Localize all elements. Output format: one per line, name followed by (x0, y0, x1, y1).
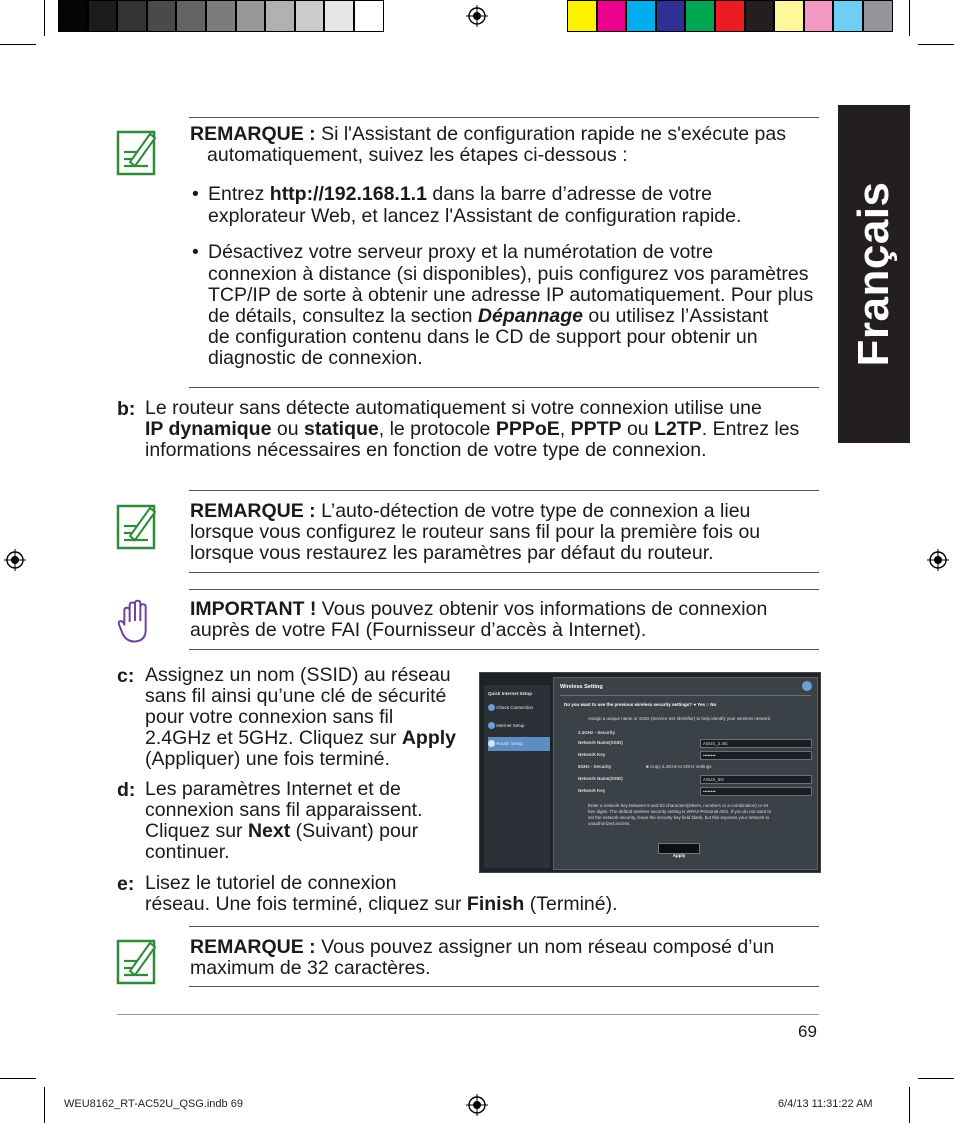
ssid-label-5: Network Name(SSID) (578, 776, 623, 781)
copy-checkbox[interactable]: ■ Copy 2.4GHz to 5GHz settings (646, 764, 712, 769)
gray-swatch (176, 0, 206, 32)
step-c-line2: sans fil ainsi qu’une clé de sécurité (145, 685, 447, 707)
print-footer-right: 6/4/13 11:31:22 AM (778, 1098, 873, 1110)
ssid-input-24[interactable] (700, 739, 812, 748)
key-input-24[interactable] (700, 751, 812, 760)
note2-line2: lorsque vous configurez le routeur sans fil pour la première fois ou (190, 521, 761, 543)
key-value-5: •••••••• (703, 789, 716, 794)
color-swatch (863, 0, 893, 32)
bullet-dot: • (192, 183, 199, 205)
color-swatch (656, 0, 686, 32)
bullet1-pre: Entrez (208, 183, 270, 205)
wireless-setting-panel (553, 677, 818, 870)
text: . Entrez les (701, 418, 800, 440)
text: , (559, 418, 571, 440)
color-swatch (685, 0, 715, 32)
menu-item-label: Check Connection (496, 705, 534, 710)
ssid-value-24: ASUS_2.4G (703, 741, 728, 746)
text: (Suivant) pour (290, 820, 419, 842)
step-d-line3 (145, 821, 418, 842)
crop-mark (0, 44, 36, 45)
gray-swatch (265, 0, 295, 32)
menu-item-label: Internet Setup (496, 723, 525, 728)
pppoe: PPPoE (495, 418, 560, 440)
note2-text: L’auto-détection de votre type de connexion a lieu (315, 500, 751, 522)
section-24ghz: 2.4GHz - Security (578, 730, 616, 735)
step-b-line2 (145, 419, 799, 440)
globe-icon (488, 722, 495, 729)
ssid-input-5[interactable] (700, 775, 812, 784)
gray-swatch (206, 0, 236, 32)
color-swatch (804, 0, 834, 32)
crop-mark (909, 1087, 910, 1123)
note1-bullet1 (208, 184, 712, 205)
yes-radio[interactable]: ● Yes (693, 702, 705, 707)
l2tp: L2TP (654, 418, 702, 440)
registration-mark-icon (4, 549, 26, 571)
panel-title: Wireless Setting (560, 684, 603, 690)
text: réseau. Une fois terminé, cliquez sur (145, 893, 467, 915)
gray-swatch (354, 0, 384, 32)
text: Cliquez sur (145, 820, 248, 842)
note3-text: Vous pouvez assigner un nom réseau composé d’un (315, 936, 775, 958)
gray-swatch (88, 0, 118, 32)
note-pencil-icon (116, 502, 156, 550)
pptp: PPTP (570, 418, 622, 440)
key-help-line3: set the network security, leave the security key field blank, but this exposes your network to (588, 815, 770, 820)
step-b-line3: informations nécessaires en fonction de votre type de connexion. (145, 439, 707, 461)
key-help-line1: Enter a network key between 8 and 63 characters(letters, numbers or a combination) or 64 (588, 803, 769, 808)
step-d-label: d: (117, 779, 136, 801)
crop-mark (918, 1078, 954, 1079)
text: 2.4GHz et 5GHz. Cliquez sur (145, 727, 402, 749)
divider (189, 490, 819, 491)
divider (189, 387, 819, 388)
hint: Assign a unique name or SSID (Service Set Identifier) to help identify your wireless network. (588, 716, 772, 721)
section-5ghz: 5GHz - Security (578, 764, 612, 769)
note1-bullet2-line6: diagnostic de connexion. (208, 347, 423, 369)
no-label: No (710, 702, 717, 707)
color-swatch (774, 0, 804, 32)
step-d-line1: Les paramètres Internet et de (145, 778, 401, 800)
text: (Terminé). (524, 893, 618, 915)
step-c-line3: pour votre connexion sans fil (145, 706, 394, 728)
step-b-label: b: (117, 398, 136, 420)
divider (189, 986, 819, 987)
note1-line1 (190, 124, 786, 145)
text: , le protocole (378, 418, 496, 440)
gray-swatch (147, 0, 177, 32)
menu-item-router-setup[interactable] (488, 737, 550, 751)
color-swatch (715, 0, 745, 32)
router-url: http://192.168.1.1 (269, 183, 427, 205)
divider (189, 572, 819, 573)
bullet2-post: ou utilisez l’Assistant (583, 305, 769, 327)
ssid-value-5: ASUS_5G (703, 777, 724, 782)
divider (189, 589, 819, 590)
note2-line1 (190, 501, 750, 522)
important-lead: IMPORTANT ! (190, 598, 317, 620)
key-help-line2: hex digits. The default wireless security setting is WPA2-Personal AES. If you do not want to (588, 809, 772, 814)
question-text: Do you want to use the previous wireless security settings? (564, 702, 693, 707)
important-text: Vous pouvez obtenir vos informations de connexion (316, 598, 768, 620)
note1-bullet2-line3: TCP/IP de sorte à obtenir une adresse IP automatiquement. Pour plus (208, 284, 814, 306)
note1-line2: automatiquement, suivez les étapes ci-dessous : (207, 144, 628, 166)
finish-ref: Finish (466, 893, 525, 915)
note1-text: Si l'Assistant de configuration rapide ne s'exécute pas (315, 123, 786, 145)
key-label-24: Network Key (578, 752, 606, 757)
router-setup-screenshot (479, 672, 821, 873)
note1-lead: REMARQUE : (190, 123, 316, 145)
note1-bullet2-line1: Désactivez votre serveur proxy et la numérotation de votre (208, 241, 714, 263)
static: statique (303, 418, 379, 440)
key-label-5: Network Key (578, 788, 606, 793)
crop-mark (44, 1087, 45, 1123)
troubleshooting-ref: Dépannage (477, 305, 584, 327)
note1-bullet1-line2: explorateur Web, et lancez l'Assistant de configuration rapide. (208, 205, 742, 227)
note1-bullet2-line5: de configuration contenu dans le CD de support pour obtenir un (208, 326, 758, 348)
registration-mark-icon (466, 5, 488, 27)
color-swatch (597, 0, 627, 32)
apply-button[interactable] (658, 843, 700, 858)
gray-swatch (295, 0, 325, 32)
menu-item-internet-setup[interactable] (488, 719, 550, 733)
step-c-line5: (Appliquer) une fois terminé. (145, 748, 390, 770)
key-input-5[interactable] (700, 787, 812, 796)
step-d-line2: connexion sans fil apparaissent. (145, 799, 423, 821)
color-swatch (567, 0, 597, 32)
color-swatch (745, 0, 775, 32)
color-swatch (833, 0, 863, 32)
check-icon (488, 704, 495, 711)
ssid-label-24: Network Name(SSID) (578, 740, 623, 745)
step-c-label: c: (117, 665, 135, 687)
crop-mark (909, 0, 910, 36)
menu-item-label: Router Setup (496, 741, 523, 746)
side-tab-label: Français (849, 181, 898, 367)
router-icon (488, 740, 495, 747)
gray-swatch (58, 0, 88, 32)
menu-title: Quick Internet Setup (488, 691, 533, 696)
quick-setup-menu (484, 685, 550, 868)
note-pencil-icon (116, 937, 156, 985)
note1-bullet2-line2: connexion à distance (si disponibles), puis configurez vos paramètres (208, 263, 809, 285)
yes-label: Yes (697, 702, 705, 707)
step-e-line2 (145, 894, 618, 915)
note2-line3: lorsque vous restaurez les paramètres par défaut du routeur. (190, 542, 714, 564)
step-c-line4 (145, 728, 456, 749)
no-radio[interactable]: ○ No (706, 702, 717, 707)
hand-stop-icon (115, 598, 155, 646)
note3-line2: maximum de 32 caractères. (190, 957, 431, 979)
text: ou (621, 418, 655, 440)
step-c-line1: Assignez un nom (SSID) au réseau (145, 664, 451, 686)
menu-item-check-connection[interactable] (488, 701, 550, 715)
note3-lead: REMARQUE : (190, 936, 316, 958)
bullet1-post: dans la barre d’adresse de votre (426, 183, 713, 205)
question (564, 702, 716, 707)
footer-divider (117, 1014, 819, 1015)
divider (189, 649, 819, 650)
registration-mark-icon (927, 549, 949, 571)
step-e-label: e: (117, 873, 135, 895)
crop-mark (44, 0, 45, 36)
color-swatch (626, 0, 656, 32)
next-ref: Next (247, 820, 291, 842)
important-line2: auprès de votre FAI (Fournisseur d’accès à Internet). (190, 619, 647, 641)
important-line1 (190, 599, 767, 620)
bullet-dot: • (192, 241, 199, 263)
apply-ref: Apply (401, 727, 457, 749)
note-pencil-icon (116, 128, 156, 176)
divider (189, 926, 819, 927)
note1-bullet2-line4 (208, 306, 768, 327)
note3-line1 (190, 937, 774, 958)
home-icon[interactable] (802, 681, 812, 691)
step-e-line1: Lisez le tutoriel de connexion (145, 872, 397, 894)
key-value-24: •••••••• (703, 753, 716, 758)
language-side-tab (838, 105, 910, 443)
print-footer-left: WEU8162_RT-AC52U_QSG.indb 69 (64, 1098, 243, 1110)
key-help-line4: unauthorized access. (588, 821, 631, 826)
crop-mark (0, 1078, 36, 1079)
gray-swatch (236, 0, 266, 32)
copy-label: Copy 2.4GHz to 5GHz settings (649, 764, 712, 769)
step-d-line4: continuer. (145, 841, 230, 863)
gray-swatch (117, 0, 147, 32)
ip-dynamic: IP dynamique (145, 418, 272, 440)
registration-mark-icon (466, 1094, 488, 1116)
crop-mark (918, 44, 954, 45)
note2-lead: REMARQUE : (190, 500, 316, 522)
gray-swatch (324, 0, 354, 32)
text: ou (271, 418, 304, 440)
step-b-line1: Le routeur sans détecte automatiquement si votre connexion utilise une (145, 397, 762, 419)
apply-label: Apply (672, 853, 686, 858)
bullet2-pre: de détails, consultez la section (208, 305, 478, 327)
panel-divider (560, 695, 811, 696)
divider (189, 117, 819, 118)
page-number: 69 (798, 1022, 817, 1041)
